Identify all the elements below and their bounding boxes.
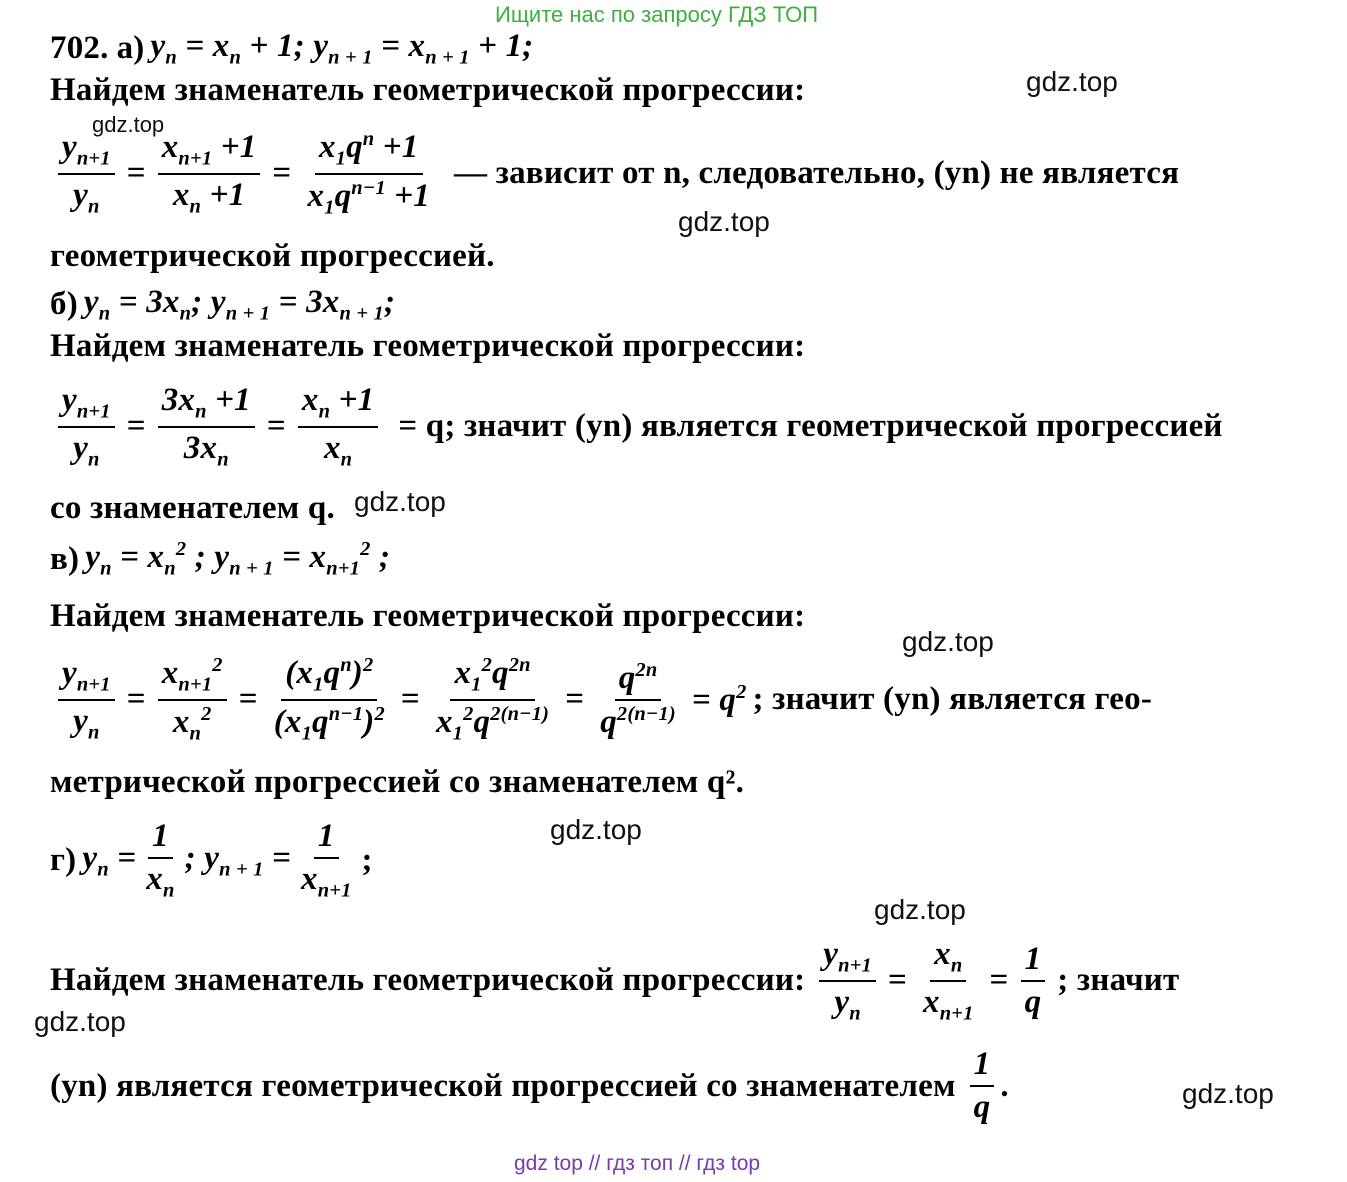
conclusion-v: метрической прогрессией со знаменателем q².	[50, 764, 745, 800]
problem-g-header: г) $y_n$ = $\frac{1}{x_n}$ ; $y_{n + 1}$ = $\frac{1}{x_{n+1}}$ ;	[50, 818, 373, 902]
tail-g: ; значит	[1057, 962, 1180, 999]
part-a-label: а)	[116, 30, 145, 67]
conclusion-a: геометрической прогрессией.	[50, 238, 495, 274]
problem-number: 702.	[50, 30, 109, 67]
watermark-1: gdz.top	[1026, 66, 1118, 97]
formula-a-def: $y_n = x_n + 1$; $y_{n + 1} = x_{n + 1} + 1$;	[150, 28, 534, 69]
find-ratio-a: Найдем знаменатель геометрической прогрессии:	[50, 72, 806, 108]
problem-v-header	[50, 538, 390, 581]
part-b-label: б)	[50, 286, 78, 323]
watermark-8: gdz.top	[34, 1006, 126, 1037]
watermark-6: gdz.top	[550, 814, 642, 845]
watermark-3: gdz.top	[678, 206, 770, 237]
find-ratio-g: Найдем знаменатель геометрической прогрессии:	[50, 962, 806, 999]
watermark-2: gdz.top	[92, 112, 165, 137]
tail-b: = q; значит (yn) является геометрической прогрессией	[398, 408, 1223, 445]
watermark-5: gdz.top	[902, 626, 994, 657]
footer-links: gdz top // гдз топ // гдз top	[514, 1152, 761, 1175]
formula-g-ratio: Найдем знаменатель геометрической прогрессии: $\frac{y_{n+1}}{y_n}$ = $\frac{x_n}{x_{n+1}}$ = $\frac{1}{q}$ ; значит	[50, 936, 1180, 1025]
conclusion-g: (yn) является геометрической прогрессией со знаменателем	[50, 1067, 956, 1104]
find-ratio-b: Найдем знаменатель геометрической прогрессии:	[50, 328, 806, 364]
top-banner: Ищите нас по запросу ГДЗ ТОП	[495, 2, 819, 27]
tail-v: ; значит (yn) является гео-	[752, 681, 1153, 718]
part-g-label: г)	[50, 841, 77, 878]
conclusion-g-row: (yn) является геометрической прогрессией со знаменателем $\frac{1}{q}$ .	[50, 1046, 1009, 1125]
formula-a-ratio: $\frac{y_{n+1}}{y_n}$ = $\frac{x_{n+1} +1}{x_n +1}$ = $\frac{x_1q^n +1}{x_1q^{n-1} +1}$ — зависит от n, следовательно, (yn) не является	[52, 128, 1179, 219]
note-a: — зависит от n, следовательно, (yn) не является	[454, 155, 1180, 192]
formula-b-def: $y_n = 3x_n$; $y_{n + 1} = 3x_{n + 1}$;	[83, 284, 396, 325]
formula-v-def: $y_n = x_n^2$ ; $y_{n + 1} = x_{n+1}^2$ ;	[85, 538, 391, 580]
watermark-9: gdz.top	[1182, 1078, 1274, 1109]
find-ratio-v: Найдем знаменатель геометрической прогрессии:	[50, 598, 806, 634]
problem-a-header	[50, 28, 533, 70]
formula-b-ratio: $\frac{y_{n+1}}{y_n}$ = $\frac{3x_n +1}{3x_n}$ = $\frac{x_n +1}{x_n}$ = q; значит (yn) является геометрической прогрессией	[52, 382, 1223, 471]
problem-b-header	[50, 284, 395, 326]
part-v-label: в)	[50, 540, 80, 577]
conclusion-b: со знаменателем q.	[50, 490, 335, 526]
watermark-7: gdz.top	[874, 894, 966, 925]
formula-v-ratio: $\frac{y_{n+1}}{y_n}$ = $\frac{x_{n+1}^2}{x_n^2}$ = $\frac{(x_1q^n)^2}{(x_1q^{n-1})^2}$ = $\frac{x_1^2q^{2n}}{x_1^2q^{2(n-1)}}$ = $\frac{q^{2n}}{q^{2(n-1)}}$ = $q^2$ ; значит (yn) является гео-	[52, 654, 1152, 745]
watermark-4: gdz.top	[354, 486, 446, 517]
